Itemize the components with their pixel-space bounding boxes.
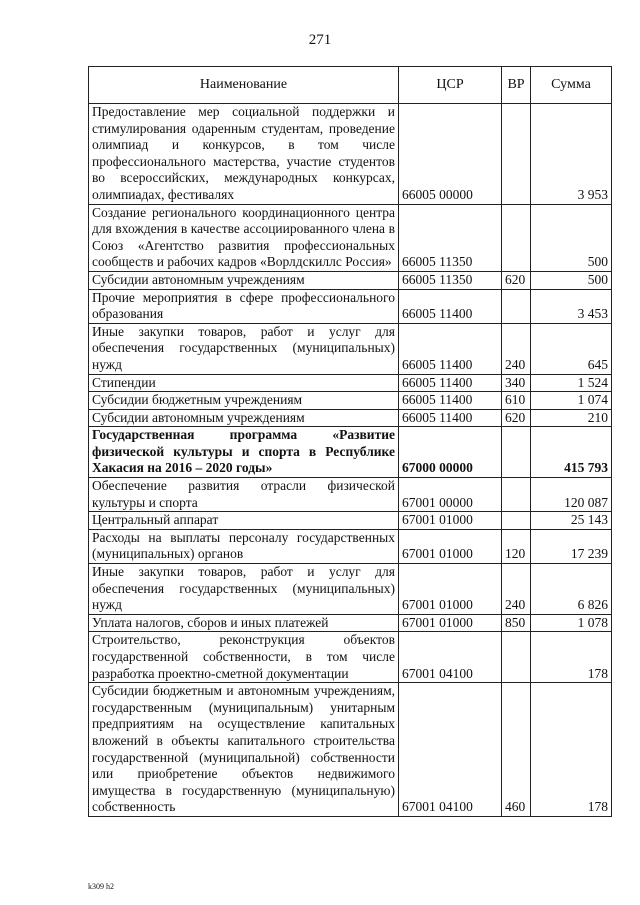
table-row xyxy=(89,614,612,632)
header-vr: ВР xyxy=(502,67,531,104)
row-csr: 67001 04100 xyxy=(399,683,502,817)
table-row-program xyxy=(89,427,612,478)
row-vr: 460 xyxy=(502,683,531,817)
table-row xyxy=(89,271,612,289)
row-sum: 178 xyxy=(531,683,612,817)
header-csr: ЦСР xyxy=(399,67,502,104)
row-name: Строительство, реконструкция объектов государственной собственности, в том числе разработка проектно-сметной документации xyxy=(89,632,399,683)
header-name: Наименование xyxy=(89,67,399,104)
row-vr: 620 xyxy=(502,409,531,427)
table-row xyxy=(89,374,612,392)
row-vr xyxy=(502,632,531,683)
row-csr: 66005 11400 xyxy=(399,289,502,323)
row-sum: 3 453 xyxy=(531,289,612,323)
row-name: Расходы на выплаты персоналу государственных (муниципальных) органов xyxy=(89,529,399,563)
row-csr: 66005 11350 xyxy=(399,271,502,289)
row-name: Субсидии бюджетным учреждениям xyxy=(89,392,399,410)
header-row xyxy=(89,67,612,104)
row-csr: 66005 11400 xyxy=(399,374,502,392)
row-csr: 67001 00000 xyxy=(399,478,502,512)
row-sum: 120 087 xyxy=(531,478,612,512)
row-name: Прочие мероприятия в сфере профессионального образования xyxy=(89,289,399,323)
footer-code: k309 h2 xyxy=(88,882,114,891)
table-row xyxy=(89,512,612,530)
row-csr: 66005 11400 xyxy=(399,323,502,374)
row-name: Иные закупки товаров, работ и услуг для обеспечения государственных (муниципальных) нужд xyxy=(89,323,399,374)
table-row xyxy=(89,204,612,271)
row-vr: 850 xyxy=(502,614,531,632)
row-csr: 66005 11400 xyxy=(399,409,502,427)
row-name: Субсидии бюджетным и автономным учреждениям, государственным (муниципальным) унитарным предприятиям на осуществление капитальных вложений в объекты капитального строительства государственной (муниципальной) собственности или приобретение объектов недвижимого имущества в государственную (муниципальную) собственность xyxy=(89,683,399,817)
row-sum: 6 826 xyxy=(531,564,612,615)
row-name: Уплата налогов, сборов и иных платежей xyxy=(89,614,399,632)
row-csr: 66005 11400 xyxy=(399,392,502,410)
row-csr: 67001 01000 xyxy=(399,529,502,563)
row-csr: 66005 00000 xyxy=(399,104,502,205)
row-name: Центральный аппарат xyxy=(89,512,399,530)
row-sum: 1 078 xyxy=(531,614,612,632)
row-vr xyxy=(502,204,531,271)
row-vr xyxy=(502,512,531,530)
table-row xyxy=(89,632,612,683)
budget-table xyxy=(88,66,612,817)
row-name: Предоставление мер социальной поддержки и стимулирования одаренным студентам, проведение олимпиад и конкурсов, в том числе профессионального мастерства, участие студентов во всероссийских, международных конкурсах, олимпиадах, фестивалях xyxy=(89,104,399,205)
row-vr xyxy=(502,478,531,512)
header-sum: Сумма xyxy=(531,67,612,104)
row-csr: 67001 01000 xyxy=(399,614,502,632)
row-sum: 210 xyxy=(531,409,612,427)
row-sum: 500 xyxy=(531,204,612,271)
row-sum: 415 793 xyxy=(531,427,612,478)
row-vr xyxy=(502,104,531,205)
row-sum: 1 524 xyxy=(531,374,612,392)
row-vr: 620 xyxy=(502,271,531,289)
row-sum: 3 953 xyxy=(531,104,612,205)
table-row xyxy=(89,529,612,563)
row-sum: 25 143 xyxy=(531,512,612,530)
row-name: Субсидии автономным учреждениям xyxy=(89,271,399,289)
row-sum: 500 xyxy=(531,271,612,289)
row-vr xyxy=(502,427,531,478)
row-sum: 1 074 xyxy=(531,392,612,410)
page-number: 271 xyxy=(308,32,332,48)
table-row xyxy=(89,289,612,323)
row-vr: 240 xyxy=(502,564,531,615)
row-name: Государственная программа «Развитие физической культуры и спорта в Республике Хакасия на 2016 – 2020 годы» xyxy=(89,427,399,478)
row-vr: 120 xyxy=(502,529,531,563)
row-csr: 67001 04100 xyxy=(399,632,502,683)
row-csr: 67001 01000 xyxy=(399,512,502,530)
row-name: Обеспечение развития отрасли физической культуры и спорта xyxy=(89,478,399,512)
row-vr: 240 xyxy=(502,323,531,374)
row-name: Стипендии xyxy=(89,374,399,392)
row-vr xyxy=(502,289,531,323)
table-row xyxy=(89,104,612,205)
row-csr: 66005 11350 xyxy=(399,204,502,271)
row-name: Создание регионального координационного центра для вхождения в качестве ассоциированного члена в Союз «Агентство развития профессиональных сообществ и рабочих кадров «Ворлдскиллс Россия» xyxy=(89,204,399,271)
row-csr: 67001 01000 xyxy=(399,564,502,615)
table-row xyxy=(89,683,612,817)
table-row xyxy=(89,409,612,427)
table-row xyxy=(89,323,612,374)
row-name: Субсидии автономным учреждениям xyxy=(89,409,399,427)
table-row xyxy=(89,392,612,410)
row-vr: 610 xyxy=(502,392,531,410)
table-row xyxy=(89,564,612,615)
row-name: Иные закупки товаров, работ и услуг для обеспечения государственных (муниципальных) нужд xyxy=(89,564,399,615)
row-vr: 340 xyxy=(502,374,531,392)
row-csr: 67000 00000 xyxy=(399,427,502,478)
table-row xyxy=(89,478,612,512)
row-sum: 178 xyxy=(531,632,612,683)
row-sum: 17 239 xyxy=(531,529,612,563)
row-sum: 645 xyxy=(531,323,612,374)
